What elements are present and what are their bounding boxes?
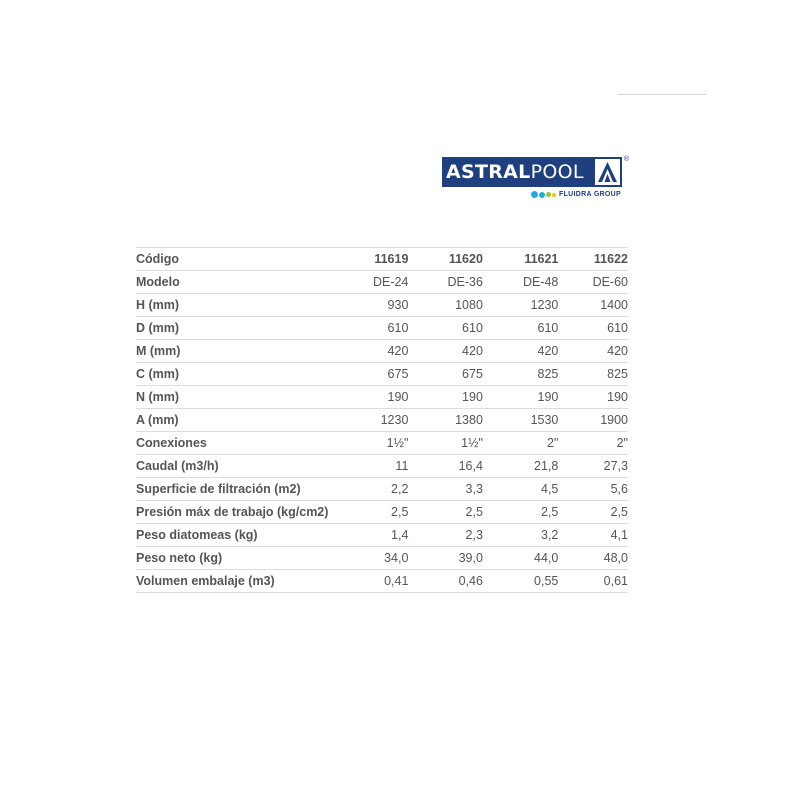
registered-mark: ®	[623, 156, 629, 163]
row-label: Conexiones	[136, 432, 336, 455]
value-cell: 16,4	[408, 455, 483, 478]
value-cell: 825	[558, 363, 628, 386]
value-cell: 190	[336, 386, 409, 409]
table-row	[136, 524, 628, 547]
table-row	[136, 340, 628, 363]
value-cell: 190	[558, 386, 628, 409]
table-row	[136, 317, 628, 340]
value-cell: 0,55	[483, 570, 558, 593]
value-cell: 420	[408, 340, 483, 363]
fluidra-dot-icon	[539, 192, 545, 198]
value-cell: 2"	[558, 432, 628, 455]
value-cell: 5,6	[558, 478, 628, 501]
table-row	[136, 501, 628, 524]
value-cell: 3,3	[408, 478, 483, 501]
row-label: M (mm)	[136, 340, 336, 363]
value-cell: 4,1	[558, 524, 628, 547]
row-label: H (mm)	[136, 294, 336, 317]
code-cell: 11621	[483, 248, 558, 271]
row-label: C (mm)	[136, 363, 336, 386]
value-cell: 1080	[408, 294, 483, 317]
value-cell: 0,46	[408, 570, 483, 593]
value-cell: 11	[336, 455, 409, 478]
value-cell: 610	[336, 317, 409, 340]
value-cell: 1½"	[408, 432, 483, 455]
value-cell: 27,3	[558, 455, 628, 478]
value-cell: 2,5	[408, 501, 483, 524]
value-cell: 1230	[483, 294, 558, 317]
table-row	[136, 363, 628, 386]
astralpool-logo	[442, 156, 629, 198]
value-cell: 3,2	[483, 524, 558, 547]
value-cell: 2,5	[558, 501, 628, 524]
value-cell: DE-48	[483, 271, 558, 294]
value-cell: 2,5	[483, 501, 558, 524]
row-label: Modelo	[136, 271, 336, 294]
logo-wordmark: ASTRALPOOL	[446, 161, 584, 183]
table-row	[136, 409, 628, 432]
row-label: D (mm)	[136, 317, 336, 340]
row-label: Presión máx de trabajo (kg/cm2)	[136, 501, 336, 524]
value-cell: 2,3	[408, 524, 483, 547]
table-row	[136, 271, 628, 294]
top-divider	[618, 94, 706, 95]
logo-banner	[442, 156, 629, 187]
value-cell: 1530	[483, 409, 558, 432]
value-cell: 1230	[336, 409, 409, 432]
code-cell: 11620	[408, 248, 483, 271]
table-row	[136, 455, 628, 478]
value-cell: 675	[408, 363, 483, 386]
table-row	[136, 547, 628, 570]
code-cell: 11622	[558, 248, 628, 271]
row-label: N (mm)	[136, 386, 336, 409]
value-cell: 190	[408, 386, 483, 409]
value-cell: 420	[558, 340, 628, 363]
value-cell: 0,41	[336, 570, 409, 593]
row-label: Código	[136, 248, 336, 271]
value-cell: 4,5	[483, 478, 558, 501]
row-label: Peso diatomeas (kg)	[136, 524, 336, 547]
value-cell: 1380	[408, 409, 483, 432]
value-cell: 1,4	[336, 524, 409, 547]
value-cell: DE-36	[408, 271, 483, 294]
value-cell: 2"	[483, 432, 558, 455]
table-header-row	[136, 248, 628, 271]
value-cell: DE-24	[336, 271, 409, 294]
value-cell: 1400	[558, 294, 628, 317]
specifications-table	[136, 247, 628, 593]
value-cell: 48,0	[558, 547, 628, 570]
value-cell: 39,0	[408, 547, 483, 570]
fluidra-group-text: FLUIDRA GROUP	[559, 191, 621, 198]
value-cell: 0,61	[558, 570, 628, 593]
fluidra-dot-icon	[531, 191, 538, 198]
table-row	[136, 386, 628, 409]
value-cell: 34,0	[336, 547, 409, 570]
logo-a-mark-icon	[593, 157, 622, 187]
value-cell: 420	[336, 340, 409, 363]
value-cell: 610	[483, 317, 558, 340]
value-cell: 610	[408, 317, 483, 340]
fluidra-dot-icon	[546, 192, 551, 197]
value-cell: 2,2	[336, 478, 409, 501]
row-label: Volumen embalaje (m3)	[136, 570, 336, 593]
fluidra-group-tagline	[442, 191, 622, 198]
row-label: Caudal (m3/h)	[136, 455, 336, 478]
value-cell: 2,5	[336, 501, 409, 524]
value-cell: 1900	[558, 409, 628, 432]
table-row	[136, 294, 628, 317]
code-cell: 11619	[336, 248, 409, 271]
row-label: Superficie de filtración (m2)	[136, 478, 336, 501]
value-cell: 930	[336, 294, 409, 317]
value-cell: 21,8	[483, 455, 558, 478]
table-row	[136, 432, 628, 455]
row-label: A (mm)	[136, 409, 336, 432]
row-label: Peso neto (kg)	[136, 547, 336, 570]
value-cell: 44,0	[483, 547, 558, 570]
value-cell: 675	[336, 363, 409, 386]
value-cell: 610	[558, 317, 628, 340]
table-row	[136, 570, 628, 593]
value-cell: 190	[483, 386, 558, 409]
table-row	[136, 478, 628, 501]
value-cell: 825	[483, 363, 558, 386]
value-cell: DE-60	[558, 271, 628, 294]
fluidra-dot-icon	[552, 193, 556, 197]
value-cell: 1½"	[336, 432, 409, 455]
value-cell: 420	[483, 340, 558, 363]
